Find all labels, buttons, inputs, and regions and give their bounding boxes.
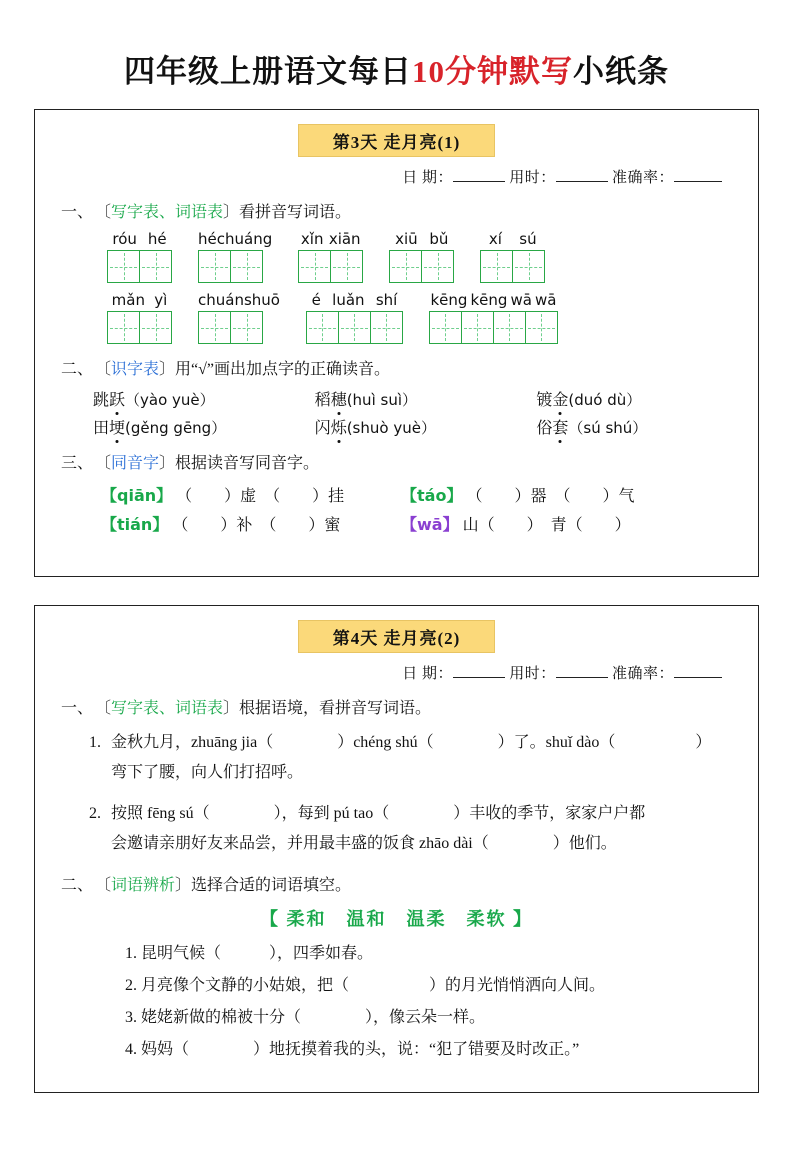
- reading-word-a: 跳: [93, 392, 110, 409]
- date-blank[interactable]: [453, 181, 505, 182]
- grid-cell[interactable]: [139, 311, 172, 344]
- page-title: [0, 46, 793, 91]
- date-blank[interactable]: [453, 677, 505, 678]
- day4-section-2: [35, 872, 758, 895]
- day3-section-1-open: 〔: [95, 204, 112, 221]
- reading-pinyin[interactable]: (shuò yuè）: [346, 419, 436, 437]
- fill-item[interactable]: 2. 月亮像个文静的小姑娘，把（ ）的月光悄悄洒向人间。: [125, 976, 606, 994]
- reading-word-a: 俗: [536, 420, 553, 437]
- day3-section-3-open: 〔: [95, 455, 112, 472]
- date-label: 日 期：: [402, 170, 453, 186]
- homophone-right[interactable]: [401, 483, 634, 506]
- day4-section-1-open: 〔: [95, 700, 112, 717]
- fill-item[interactable]: 4. 妈妈（ ）地抚摸着我的头，说：“犯了错要及时改正。”: [125, 1040, 580, 1058]
- pinyin-syllable: kēng: [470, 291, 508, 309]
- grid-cell[interactable]: [461, 311, 494, 344]
- day3-section-1: [35, 199, 758, 222]
- day4-section-2-open: 〔: [95, 876, 112, 894]
- grid-cell[interactable]: [230, 250, 263, 283]
- grid-cell[interactable]: [330, 250, 363, 283]
- day3-banner: [35, 124, 758, 157]
- pinyin-syllable: xiū: [395, 230, 418, 248]
- grid-cell[interactable]: [525, 311, 558, 344]
- writing-grid[interactable]: [198, 311, 280, 344]
- homophone-row: [101, 483, 758, 506]
- day3-section-3-tag: 同音字: [111, 455, 160, 472]
- word-bank: 【 柔和 温和 温柔 柔软 】: [260, 908, 533, 929]
- pinyin-group: [198, 291, 280, 344]
- day3-section-3-text: 根据读音写同音字。: [175, 455, 320, 472]
- day4-section-1-text: 根据语境，看拼音写词语。: [239, 700, 432, 717]
- pinyin-labels: [429, 291, 558, 309]
- writing-grid[interactable]: [389, 250, 454, 283]
- writing-grid[interactable]: [198, 250, 272, 283]
- pinyin-syllable: hé: [198, 230, 217, 248]
- question-line[interactable]: 会邀请亲朋好友来品尝，并用最丰盛的饭食 zhāo dài（ ）他们。: [111, 835, 617, 853]
- day4-section-2-close: 〕: [175, 876, 192, 894]
- homophone-blanks[interactable]: 山（ ） 青（ ）: [462, 517, 631, 534]
- day4-section-1: [35, 695, 758, 718]
- pinyin-syllable: xiān: [328, 230, 361, 248]
- accuracy-blank[interactable]: [674, 181, 722, 182]
- accuracy-label: 准确率：: [611, 170, 674, 186]
- time-label: 用时：: [509, 170, 556, 186]
- grid-cell[interactable]: [512, 250, 545, 283]
- question-text[interactable]: 金秋九月，zhuāng jia（ ）chéng shú（ ）了。shuǐ dào（ ）: [111, 734, 712, 751]
- homophone-right[interactable]: [401, 512, 631, 535]
- pinyin-labels: [107, 291, 172, 309]
- day3-section-2-num: 二、: [61, 361, 94, 378]
- pinyin-syllable: xǐn: [300, 230, 324, 248]
- pinyin-syllable: róu: [112, 230, 137, 248]
- reading-item[interactable]: [536, 415, 758, 438]
- reading-item[interactable]: [315, 387, 537, 410]
- homophone-left[interactable]: [101, 483, 401, 506]
- writing-grid[interactable]: [107, 311, 172, 344]
- day4-fill-in-list: [35, 940, 758, 1059]
- question-index: 2.: [89, 804, 101, 822]
- pinyin-syllable: é: [311, 291, 321, 309]
- pinyin-syllable: wā: [510, 291, 532, 309]
- page-title-part2: 小纸条: [573, 54, 669, 89]
- pinyin-group: [480, 230, 545, 283]
- reading-pinyin[interactable]: (huì suì）: [346, 391, 417, 409]
- day3-section-2-text: 用“√”画出加点字的正确读音。: [175, 361, 391, 378]
- day3-section-2: [35, 356, 758, 379]
- question-text[interactable]: 按照 fēng sú（ ），每到 pú tao（ ）丰收的季节，家家户户都: [111, 804, 646, 822]
- grid-cell[interactable]: [338, 311, 371, 344]
- day3-reading-choices: [35, 387, 758, 438]
- grid-cell[interactable]: [139, 250, 172, 283]
- writing-grid[interactable]: [298, 250, 363, 283]
- day4-banner-label: 第4天 走月亮(2): [298, 620, 496, 653]
- pinyin-labels: [298, 230, 363, 248]
- pinyin-syllable: bǔ: [429, 230, 449, 248]
- writing-grid[interactable]: [306, 311, 403, 344]
- reading-item[interactable]: [536, 387, 758, 410]
- day4-meta-line: [35, 662, 758, 683]
- fill-item[interactable]: 3. 姥姥新做的棉被十分（ ），像云朵一样。: [125, 1008, 486, 1026]
- question-line[interactable]: [89, 728, 758, 758]
- reading-word-a: 镀: [536, 392, 553, 409]
- homophone-key: 【táo】: [401, 486, 463, 505]
- grid-cell[interactable]: [298, 250, 331, 283]
- time-blank[interactable]: [556, 677, 608, 678]
- accuracy-blank[interactable]: [674, 677, 722, 678]
- reading-pinyin[interactable]: (gěng gēng）: [125, 419, 227, 437]
- pinyin-syllable: hé: [147, 230, 167, 248]
- pinyin-group: [429, 291, 558, 344]
- homophone-left[interactable]: [101, 512, 401, 535]
- grid-cell[interactable]: [107, 311, 140, 344]
- reading-word-b: 埂: [109, 420, 126, 437]
- grid-cell[interactable]: [389, 250, 422, 283]
- reading-item[interactable]: [315, 415, 537, 438]
- reading-word-b: 金: [552, 392, 569, 409]
- grid-cell[interactable]: [370, 311, 403, 344]
- pinyin-group: [107, 291, 172, 344]
- day3-pinyin-row-2: [35, 291, 758, 344]
- pinyin-labels: [107, 230, 172, 248]
- day3-section-3-num: 三、: [61, 455, 94, 472]
- pinyin-group: [306, 291, 403, 344]
- time-label: 用时：: [509, 666, 556, 682]
- pinyin-group: [298, 230, 363, 283]
- grid-cell[interactable]: [480, 250, 513, 283]
- homophone-key: 【qiān】: [101, 486, 173, 505]
- fill-item[interactable]: 1. 昆明气候（ ），四季如春。: [125, 944, 374, 962]
- day3-section-1-num: 一、: [61, 204, 94, 221]
- writing-grid[interactable]: [429, 311, 558, 344]
- page-title-part1: 四年级上册语文每日: [124, 54, 412, 89]
- day3-section-2-close: 〕: [159, 361, 176, 378]
- reading-row: [93, 415, 758, 438]
- pinyin-syllable: yì: [154, 291, 168, 309]
- reading-item[interactable]: [93, 387, 315, 410]
- day4-section-1-num: 一、: [61, 700, 94, 717]
- reading-word-a: 稻: [314, 392, 331, 409]
- reading-word-b: 烁: [330, 420, 347, 437]
- pinyin-syllable: kēng: [430, 291, 468, 309]
- grid-cell[interactable]: [493, 311, 526, 344]
- day3-meta-line: [35, 166, 758, 187]
- day3-banner-label: 第3天 走月亮(1): [298, 124, 496, 157]
- pinyin-syllable: shuō: [243, 291, 280, 309]
- pinyin-labels: [306, 291, 403, 309]
- day4-section-1-tag: 写字表、词语表: [111, 700, 224, 717]
- day3-section-1-text: 看拼音写词语。: [239, 204, 352, 221]
- day3-section-2-tag: 识字表: [111, 361, 160, 378]
- reading-word-b: 穗: [330, 392, 347, 409]
- writing-grid[interactable]: [480, 250, 545, 283]
- day3-section-3: [35, 450, 758, 473]
- reading-item[interactable]: [93, 415, 315, 438]
- accuracy-label: 准确率：: [611, 666, 674, 682]
- reading-pinyin[interactable]: (duó dù）: [568, 391, 642, 409]
- question-line[interactable]: [89, 799, 758, 829]
- grid-cell[interactable]: [429, 311, 462, 344]
- day3-homophone-exercises: [35, 483, 758, 535]
- reading-pinyin[interactable]: （sú shú）: [568, 419, 648, 437]
- pinyin-syllable: wā: [534, 291, 557, 309]
- homophone-blanks[interactable]: （ ）器 （ ）气: [466, 488, 635, 505]
- reading-row: [93, 387, 758, 410]
- homophone-row: [101, 512, 758, 535]
- homophone-blanks[interactable]: （ ）补 （ ）蜜: [172, 517, 341, 534]
- reading-pinyin[interactable]: （yào yuè）: [125, 391, 215, 409]
- pinyin-labels: [198, 291, 280, 309]
- day3-section-3-close: 〕: [159, 455, 176, 472]
- worksheet-card-day3: [34, 109, 759, 577]
- homophone-blanks[interactable]: （ ）虚 （ ）挂: [176, 488, 345, 505]
- page-title-highlight: 10分钟默写: [412, 54, 573, 89]
- question-index: 1.: [89, 734, 101, 751]
- day3-section-1-close: 〕: [223, 204, 240, 221]
- reading-word-b: 套: [552, 420, 569, 437]
- day4-banner: [35, 620, 758, 653]
- pinyin-labels: [480, 230, 545, 248]
- grid-cell[interactable]: [107, 250, 140, 283]
- pinyin-syllable: luǎn: [332, 291, 365, 309]
- grid-cell[interactable]: [421, 250, 454, 283]
- homophone-key: 【wā】: [401, 515, 459, 534]
- reading-word-a: 田: [93, 420, 110, 437]
- homophone-key: 【tián】: [101, 515, 169, 534]
- question-item[interactable]: [89, 728, 758, 789]
- day4-section-1-close: 〕: [223, 700, 240, 717]
- pinyin-group: [389, 230, 454, 283]
- day4-section-2-text: 选择合适的词语填空。: [191, 876, 352, 894]
- grid-cell[interactable]: [306, 311, 339, 344]
- pinyin-syllable: xí: [488, 230, 502, 248]
- pinyin-group: [198, 230, 272, 283]
- pinyin-labels: [389, 230, 454, 248]
- day4-question-list: [35, 728, 758, 860]
- time-blank[interactable]: [556, 181, 608, 182]
- pinyin-syllable: sú: [519, 230, 537, 248]
- pinyin-syllable: shí: [375, 291, 398, 309]
- pinyin-syllable: mǎn: [111, 291, 145, 309]
- day3-pinyin-row-1: [35, 230, 758, 283]
- grid-cell[interactable]: [230, 311, 263, 344]
- date-label: 日 期：: [402, 666, 453, 682]
- day4-section-2-num: 二、: [61, 876, 94, 894]
- worksheet-card-day4: [34, 605, 759, 1093]
- day3-section-2-open: 〔: [95, 361, 112, 378]
- reading-word-b: 跃: [109, 392, 126, 409]
- day3-section-1-tag: 写字表、词语表: [111, 204, 224, 221]
- pinyin-labels: [198, 230, 272, 248]
- writing-grid[interactable]: [107, 250, 172, 283]
- day4-section-2-tag: 词语辨析: [111, 876, 176, 894]
- reading-word-a: 闪: [314, 420, 331, 437]
- pinyin-syllable: chuán: [198, 291, 244, 309]
- question-item[interactable]: [89, 799, 758, 860]
- pinyin-group: [107, 230, 172, 283]
- grid-cell[interactable]: [198, 250, 231, 283]
- pinyin-syllable: chuáng: [216, 230, 273, 248]
- grid-cell[interactable]: [198, 311, 231, 344]
- question-line[interactable]: 弯下了腰，向人们打招呼。: [111, 764, 304, 782]
